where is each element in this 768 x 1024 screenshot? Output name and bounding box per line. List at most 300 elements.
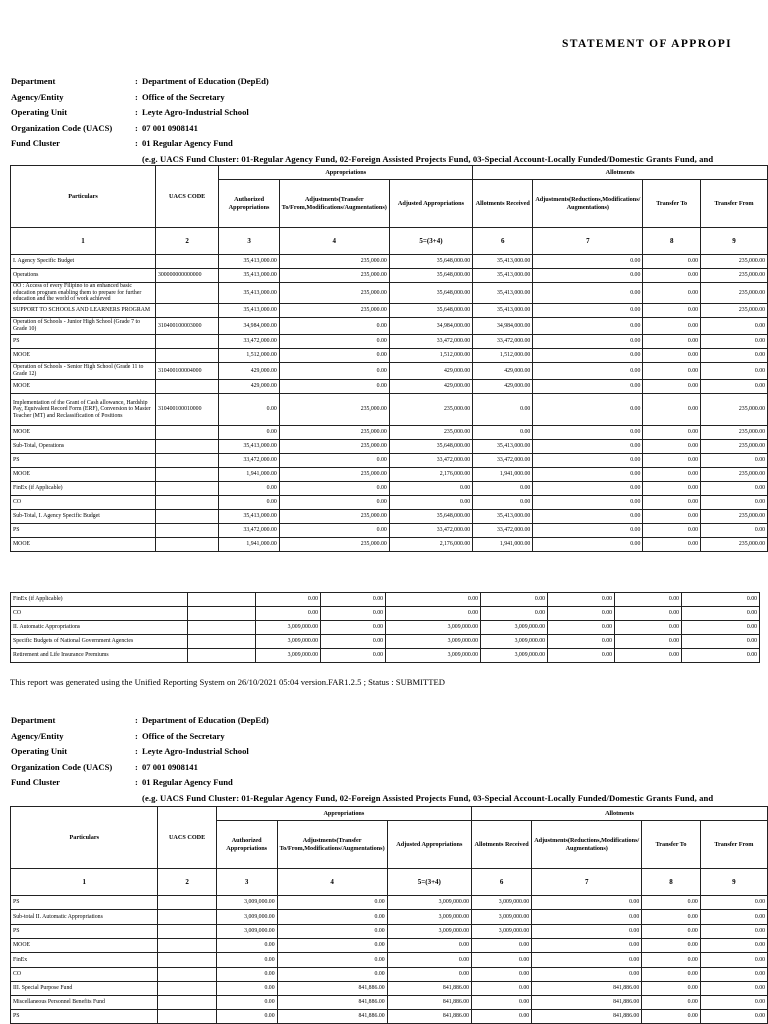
- cell-transfer-from: 235,000.00: [701, 510, 768, 524]
- cell-transfer-to: 0.00: [615, 607, 682, 621]
- col-group-allotments: Allotments: [473, 166, 768, 180]
- cell-allotments-received: 0.00: [472, 939, 532, 953]
- cell-particulars: MOOE: [11, 349, 156, 363]
- cell-adjustments: 235,000.00: [279, 304, 389, 318]
- cell-adjusted: 0.00: [387, 968, 471, 982]
- table-row: [11, 349, 768, 363]
- col-number-3: 3: [216, 869, 277, 896]
- cell-authorized: 0.00: [216, 939, 277, 953]
- value-fund-cluster: 01 Regular Agency Fund: [142, 777, 233, 787]
- cell-allotments-received: 0.00: [473, 394, 533, 426]
- cell-authorized: 35,413,000.00: [219, 304, 279, 318]
- cell-allotments-received: 0.00: [481, 593, 548, 607]
- cell-adjustments: 0.00: [277, 896, 387, 910]
- cell-transfer-to: 0.00: [643, 538, 701, 552]
- value-org-code: 07 001 0908141: [142, 761, 198, 772]
- cell-adjusted: 3,009,000.00: [387, 910, 471, 925]
- cell-adjusted: 3,009,000.00: [387, 925, 471, 939]
- cell-allotments-received: 1,941,000.00: [473, 468, 533, 482]
- cell-allotments-received: 0.00: [473, 426, 533, 440]
- cell-uacs: [155, 496, 218, 510]
- cell-transfer-to: 0.00: [642, 939, 701, 953]
- cell-uacs: [155, 426, 218, 440]
- cell-allotments-received: 1,941,000.00: [473, 538, 533, 552]
- cell-adjusted: 0.00: [387, 953, 471, 968]
- col-header-adjusted: Adjusted Appropriations: [389, 180, 472, 228]
- cell-uacs: [155, 538, 218, 552]
- cell-transfer-from: 0.00: [700, 982, 767, 996]
- col-header-transfer-from: Transfer From: [700, 821, 767, 869]
- cell-uacs: [158, 925, 216, 939]
- col-number-1: 1: [11, 869, 158, 896]
- col-number-4: 4: [279, 228, 389, 255]
- cell-adjusted: 34,984,000.00: [389, 318, 472, 335]
- cell-particulars: MOOE: [11, 939, 158, 953]
- cell-allotments-received: 3,009,000.00: [481, 649, 548, 663]
- cell-adjustments: 0.00: [279, 380, 389, 394]
- cell-authorized: 0.00: [216, 953, 277, 968]
- cell-authorized: 0.00: [219, 482, 279, 496]
- cell-uacs: [155, 440, 218, 454]
- cell-transfer-to: 0.00: [615, 649, 682, 663]
- cell-transfer-to: 0.00: [643, 318, 701, 335]
- cell-adjusted: 35,648,000.00: [389, 283, 472, 304]
- cell-transfer-to: 0.00: [643, 335, 701, 349]
- cell-adjustments: 841,886.00: [277, 1010, 387, 1024]
- cell-allotments-received: 33,472,000.00: [473, 524, 533, 538]
- cell-adjustments-allotments: 0.00: [533, 524, 643, 538]
- cell-adjustments-allotments: 0.00: [533, 394, 643, 426]
- cell-particulars: Miscellaneous Personnel Benefits Fund: [11, 996, 158, 1010]
- cell-allotments-received: 35,413,000.00: [473, 510, 533, 524]
- cell-allotments-received: 33,472,000.00: [473, 454, 533, 468]
- cell-transfer-from: 0.00: [700, 910, 767, 925]
- cell-transfer-to: 0.00: [642, 896, 701, 910]
- table-row: [11, 538, 768, 552]
- cell-adjusted: 235,000.00: [389, 426, 472, 440]
- col-header-transfer-to: Transfer To: [642, 821, 701, 869]
- cell-transfer-from: 0.00: [700, 996, 767, 1010]
- cell-transfer-from: 0.00: [682, 635, 760, 649]
- cell-authorized: 0.00: [219, 394, 279, 426]
- label-org-code: Organization Code (UACS): [11, 761, 113, 772]
- col-number-1: 1: [11, 228, 156, 255]
- cell-transfer-to: 0.00: [643, 510, 701, 524]
- cell-adjustments-allotments: 0.00: [533, 318, 643, 335]
- cell-adjustments-allotments: 0.00: [533, 538, 643, 552]
- col-header-transfer-to: Transfer To: [643, 180, 701, 228]
- appropriations-table: [10, 165, 768, 552]
- col-number-9: 9: [700, 869, 767, 896]
- table-row: [11, 380, 768, 394]
- cell-uacs: [188, 635, 256, 649]
- table-row: [11, 510, 768, 524]
- cell-transfer-to: 0.00: [643, 524, 701, 538]
- cell-adjusted: 0.00: [386, 607, 481, 621]
- cell-adjusted: 35,648,000.00: [389, 510, 472, 524]
- cell-uacs: [155, 380, 218, 394]
- cell-particulars: Operation of Schools - Senior High School (Grade 11 to Grade 12): [11, 363, 156, 380]
- cell-adjusted: 3,009,000.00: [386, 621, 481, 635]
- cell-authorized: 33,472,000.00: [219, 335, 279, 349]
- value-org-code: 07 001 0908141: [142, 122, 198, 133]
- cell-allotments-received: 35,413,000.00: [473, 283, 533, 304]
- cell-transfer-to: 0.00: [615, 621, 682, 635]
- cell-adjusted: 3,009,000.00: [386, 649, 481, 663]
- col-number-5: 5=(3+4): [387, 869, 471, 896]
- cell-adjusted: 35,648,000.00: [389, 440, 472, 454]
- cell-authorized: 34,984,000.00: [219, 318, 279, 335]
- cell-adjustments-allotments: 0.00: [548, 621, 615, 635]
- cell-transfer-from: 0.00: [700, 925, 767, 939]
- cell-particulars: Sub-Total, Operations: [11, 440, 156, 454]
- cell-adjustments: 0.00: [279, 454, 389, 468]
- col-number-8: 8: [642, 869, 701, 896]
- cell-particulars: MOOE: [11, 380, 156, 394]
- cell-transfer-from: 0.00: [700, 939, 767, 953]
- table-row: [11, 635, 760, 649]
- cell-adjustments-allotments: 841,886.00: [532, 996, 642, 1010]
- cell-allotments-received: 0.00: [472, 982, 532, 996]
- cell-adjusted: 33,472,000.00: [389, 335, 472, 349]
- cell-adjusted: 0.00: [386, 593, 481, 607]
- cell-transfer-from: 0.00: [701, 349, 768, 363]
- cell-adjustments-allotments: 0.00: [533, 482, 643, 496]
- cell-particulars: PS: [11, 925, 158, 939]
- table-row: [11, 649, 760, 663]
- cell-adjustments-allotments: 0.00: [533, 349, 643, 363]
- cell-transfer-from: 0.00: [700, 1010, 767, 1024]
- cell-uacs: [155, 335, 218, 349]
- cell-transfer-from: 235,000.00: [701, 304, 768, 318]
- cell-adjustments: 0.00: [279, 318, 389, 335]
- cell-allotments-received: 35,413,000.00: [473, 304, 533, 318]
- cell-transfer-from: 0.00: [701, 363, 768, 380]
- col-number-8: 8: [643, 228, 701, 255]
- cell-allotments-received: 3,009,000.00: [472, 925, 532, 939]
- table-row: [11, 318, 768, 335]
- cell-particulars: I. Agency Specific Budget: [11, 255, 156, 269]
- appropriations-table-continued: [10, 592, 760, 663]
- col-header-adjustments-allotments: Adjustments(Reductions,Modifications/ Augmentations): [533, 180, 643, 228]
- cell-allotments-received: 3,009,000.00: [481, 621, 548, 635]
- cell-particulars: Operations: [11, 269, 156, 283]
- fund-cluster-note: (e.g. UACS Fund Cluster: 01-Regular Agency Fund, 02-Foreign Assisted Projects Fund, 03-Special Account-Locally Funded/Domestic Grants Fund, and: [142, 153, 714, 164]
- cell-particulars: OO : Access of every Filipino to an enhanced basic education program enabling them to prepare for further education and the world of work achieved: [11, 283, 156, 304]
- cell-uacs: [188, 607, 256, 621]
- cell-adjusted: 429,000.00: [389, 363, 472, 380]
- cell-adjustments: 0.00: [277, 925, 387, 939]
- cell-adjustments-allotments: 0.00: [533, 269, 643, 283]
- label-department: Department: [11, 76, 56, 86]
- cell-adjustments: 235,000.00: [279, 468, 389, 482]
- value-fund-cluster: 01 Regular Agency Fund: [142, 138, 233, 148]
- cell-transfer-to: 0.00: [642, 968, 701, 982]
- cell-transfer-to: 0.00: [643, 349, 701, 363]
- cell-adjustments: 0.00: [279, 524, 389, 538]
- col-number-6: 6: [473, 228, 533, 255]
- cell-authorized: 3,009,000.00: [256, 649, 321, 663]
- table-row: [11, 269, 768, 283]
- cell-allotments-received: 3,009,000.00: [481, 635, 548, 649]
- cell-uacs: [158, 996, 216, 1010]
- cell-authorized: 3,009,000.00: [216, 925, 277, 939]
- cell-uacs: [155, 255, 218, 269]
- cell-transfer-to: 0.00: [642, 953, 701, 968]
- cell-adjusted: 0.00: [389, 496, 472, 510]
- cell-authorized: 0.00: [256, 607, 321, 621]
- cell-adjustments: 0.00: [321, 607, 386, 621]
- cell-allotments-received: 0.00: [473, 496, 533, 510]
- cell-authorized: 0.00: [216, 982, 277, 996]
- table-row: [11, 454, 768, 468]
- cell-transfer-from: 0.00: [701, 524, 768, 538]
- cell-uacs: [158, 939, 216, 953]
- appropriations-table-page2: [10, 806, 768, 1024]
- cell-adjustments-allotments: 0.00: [533, 454, 643, 468]
- cell-allotments-received: 34,984,000.00: [473, 318, 533, 335]
- cell-adjustments: 235,000.00: [279, 269, 389, 283]
- cell-adjustments-allotments: 0.00: [533, 380, 643, 394]
- table-row: [11, 593, 760, 607]
- label-fund-cluster: Fund Cluster: [11, 138, 60, 148]
- cell-allotments-received: 1,512,000.00: [473, 349, 533, 363]
- cell-uacs: [155, 283, 218, 304]
- cell-allotments-received: 0.00: [472, 1010, 532, 1024]
- cell-particulars: Sub-total II. Automatic Appropriations: [11, 910, 158, 925]
- cell-adjustments-allotments: 841,886.00: [532, 1010, 642, 1024]
- cell-adjustments-allotments: 0.00: [533, 304, 643, 318]
- cell-authorized: 35,413,000.00: [219, 440, 279, 454]
- cell-adjustments-allotments: 0.00: [533, 426, 643, 440]
- cell-particulars: FinEx: [11, 953, 158, 968]
- col-header-uacs: UACS CODE: [158, 807, 216, 869]
- cell-adjustments: 0.00: [279, 335, 389, 349]
- cell-authorized: 35,413,000.00: [219, 510, 279, 524]
- cell-particulars: MOOE: [11, 468, 156, 482]
- cell-adjustments: 0.00: [277, 968, 387, 982]
- col-header-adjustments: Adjustments(Transfer To/From,Modifications/Augmentations): [279, 180, 389, 228]
- cell-adjustments-allotments: 841,886.00: [532, 982, 642, 996]
- cell-uacs: 310400100004000: [155, 363, 218, 380]
- label-department: Department: [11, 715, 56, 725]
- cell-uacs: [158, 1010, 216, 1024]
- cell-authorized: 3,009,000.00: [256, 635, 321, 649]
- cell-adjusted: 33,472,000.00: [389, 524, 472, 538]
- cell-transfer-to: 0.00: [642, 925, 701, 939]
- col-number-4: 4: [277, 869, 387, 896]
- cell-particulars: PS: [11, 335, 156, 349]
- cell-uacs: 310400100003000: [155, 318, 218, 335]
- cell-transfer-to: 0.00: [643, 283, 701, 304]
- cell-adjusted: 841,886.00: [387, 982, 471, 996]
- cell-transfer-from: 235,000.00: [701, 468, 768, 482]
- cell-transfer-from: 235,000.00: [701, 426, 768, 440]
- col-group-appropriations: Appropriations: [216, 807, 471, 821]
- table-row: [11, 939, 768, 953]
- cell-adjustments: 235,000.00: [279, 283, 389, 304]
- cell-authorized: 3,009,000.00: [216, 896, 277, 910]
- cell-uacs: 300000000000000: [155, 269, 218, 283]
- cell-transfer-from: 0.00: [701, 380, 768, 394]
- cell-adjustments: 0.00: [321, 635, 386, 649]
- cell-adjusted: 0.00: [387, 939, 471, 953]
- table-row: [11, 996, 768, 1010]
- cell-transfer-to: 0.00: [642, 910, 701, 925]
- cell-adjustments: 235,000.00: [279, 440, 389, 454]
- cell-uacs: [155, 510, 218, 524]
- cell-adjusted: 35,648,000.00: [389, 269, 472, 283]
- table-row: [11, 482, 768, 496]
- cell-adjustments-allotments: 0.00: [533, 255, 643, 269]
- cell-transfer-from: 0.00: [700, 953, 767, 968]
- cell-adjustments-allotments: 0.00: [532, 939, 642, 953]
- cell-adjustments: 0.00: [321, 649, 386, 663]
- cell-particulars: Operation of Schools - Junior High School (Grade 7 to Grade 10): [11, 318, 156, 335]
- cell-transfer-from: 235,000.00: [701, 538, 768, 552]
- cell-transfer-from: 235,000.00: [701, 394, 768, 426]
- col-number-9: 9: [701, 228, 768, 255]
- table-row: [11, 607, 760, 621]
- col-header-adjustments: Adjustments(Transfer To/From,Modifications/Augmentations): [277, 821, 387, 869]
- cell-transfer-to: 0.00: [643, 304, 701, 318]
- cell-transfer-to: 0.00: [643, 468, 701, 482]
- cell-authorized: 3,009,000.00: [256, 621, 321, 635]
- cell-adjustments: 235,000.00: [279, 510, 389, 524]
- report-title: STATEMENT OF APPROPI: [562, 38, 733, 50]
- cell-uacs: [158, 896, 216, 910]
- report-header-page2: Department : Department of Education (DepEd) Agency/Entity : Office of the Secretary Operating Unit : Leyte Agro-Industrial School Organization Code (UACS) : 07 001 0908141 Fund Cluster : 01 Regular Agency Fund (e.g. UACS Fund Cluster: 01-Regular Agency Fund, 02-Foreign Assisted Projects Fund, 03-Special Account-Locally Funded/Domestic Grants Fund, and: [11, 715, 714, 803]
- cell-particulars: CO: [11, 607, 188, 621]
- cell-adjusted: 3,009,000.00: [386, 635, 481, 649]
- table-row: [11, 925, 768, 939]
- cell-allotments-received: 0.00: [481, 607, 548, 621]
- table-row: [11, 440, 768, 454]
- cell-adjustments-allotments: 0.00: [532, 953, 642, 968]
- col-number-7: 7: [533, 228, 643, 255]
- cell-adjustments: 841,886.00: [277, 996, 387, 1010]
- cell-adjustments-allotments: 0.00: [548, 635, 615, 649]
- cell-particulars: II. Automatic Appropriations: [11, 621, 188, 635]
- label-operating-unit: Operating Unit: [11, 746, 68, 756]
- cell-adjustments: 0.00: [279, 363, 389, 380]
- table-row: [11, 255, 768, 269]
- cell-allotments-received: 429,000.00: [473, 363, 533, 380]
- cell-transfer-to: 0.00: [643, 394, 701, 426]
- cell-particulars: CO: [11, 496, 156, 510]
- table-row: [11, 621, 760, 635]
- cell-uacs: [158, 968, 216, 982]
- col-group-allotments: Allotments: [472, 807, 768, 821]
- table-row: [11, 1010, 768, 1024]
- table-row: [11, 968, 768, 982]
- table-row: [11, 982, 768, 996]
- cell-adjustments: 841,886.00: [277, 982, 387, 996]
- cell-transfer-from: 0.00: [682, 593, 760, 607]
- cell-adjusted: 2,176,000.00: [389, 538, 472, 552]
- cell-transfer-to: 0.00: [643, 440, 701, 454]
- table-row: [11, 896, 768, 910]
- cell-uacs: [155, 468, 218, 482]
- cell-adjustments: 235,000.00: [279, 394, 389, 426]
- cell-transfer-to: 0.00: [643, 482, 701, 496]
- cell-transfer-from: 0.00: [701, 335, 768, 349]
- label-fund-cluster: Fund Cluster: [11, 777, 60, 787]
- cell-transfer-from: 0.00: [701, 482, 768, 496]
- cell-particulars: III. Special Purpose Fund: [11, 982, 158, 996]
- cell-adjustments: 0.00: [279, 349, 389, 363]
- cell-uacs: 310400100010000: [155, 394, 218, 426]
- col-header-transfer-from: Transfer From: [701, 180, 768, 228]
- table-row: [11, 304, 768, 318]
- cell-authorized: 35,413,000.00: [219, 269, 279, 283]
- cell-transfer-to: 0.00: [615, 635, 682, 649]
- cell-adjustments-allotments: 0.00: [548, 649, 615, 663]
- cell-uacs: [188, 621, 256, 635]
- cell-allotments-received: 0.00: [473, 482, 533, 496]
- cell-adjusted: 841,886.00: [387, 1010, 471, 1024]
- cell-particulars: Sub-Total, I. Agency Specific Budget: [11, 510, 156, 524]
- cell-adjusted: 35,648,000.00: [389, 255, 472, 269]
- cell-adjustments-allotments: 0.00: [533, 468, 643, 482]
- cell-transfer-to: 0.00: [642, 996, 701, 1010]
- cell-uacs: [155, 524, 218, 538]
- cell-particulars: PS: [11, 896, 158, 910]
- cell-adjustments-allotments: 0.00: [533, 363, 643, 380]
- cell-adjustments-allotments: 0.00: [533, 496, 643, 510]
- cell-transfer-to: 0.00: [642, 982, 701, 996]
- cell-uacs: [155, 304, 218, 318]
- cell-transfer-to: 0.00: [643, 269, 701, 283]
- col-group-appropriations: Appropriations: [219, 166, 473, 180]
- col-header-adjusted: Adjusted Appropriations: [387, 821, 471, 869]
- value-operating-unit: Leyte Agro-Industrial School: [142, 746, 249, 756]
- cell-particulars: SUPPORT TO SCHOOLS AND LEARNERS PROGRAM: [11, 304, 156, 318]
- cell-uacs: [158, 953, 216, 968]
- cell-adjustments-allotments: 0.00: [532, 968, 642, 982]
- cell-authorized: 1,941,000.00: [219, 538, 279, 552]
- table-row: [11, 335, 768, 349]
- label-agency: Agency/Entity: [11, 730, 64, 741]
- cell-transfer-from: 0.00: [682, 621, 760, 635]
- col-header-uacs: UACS CODE: [155, 166, 218, 228]
- table-row: [11, 426, 768, 440]
- col-header-particulars: Particulars: [11, 807, 158, 869]
- cell-transfer-from: 0.00: [682, 607, 760, 621]
- cell-adjustments: 235,000.00: [279, 426, 389, 440]
- col-header-adjustments-allotments: Adjustments(Reductions,Modifications/ Augmentations): [532, 821, 642, 869]
- cell-authorized: 0.00: [216, 1010, 277, 1024]
- col-header-authorized: Authorized Appropriations: [219, 180, 279, 228]
- col-header-allotments-received: Allotments Received: [472, 821, 532, 869]
- cell-allotments-received: 0.00: [472, 968, 532, 982]
- report-header: Department : Department of Education (DepEd) Agency/Entity : Office of the Secretary Operating Unit : Leyte Agro-Industrial School Organization Code (UACS) : 07 001 0908141 Fund Cluster : 01 Regular Agency Fund (e.g. UACS Fund Cluster: 01-Regular Agency Fund, 02-Foreign Assisted Projects Fund, 03-Special Account-Locally Funded/Domestic Grants Fund, and: [11, 76, 714, 164]
- cell-allotments-received: 429,000.00: [473, 380, 533, 394]
- report-footnote: This report was generated using the Unified Reporting System on 26/10/2021 05:04 version.FAR1.2.5 ; Status : SUBMITTED: [10, 677, 445, 687]
- cell-authorized: 429,000.00: [219, 363, 279, 380]
- cell-transfer-from: 0.00: [700, 968, 767, 982]
- col-number-3: 3: [219, 228, 279, 255]
- cell-authorized: 3,009,000.00: [216, 910, 277, 925]
- value-department: Department of Education (DepEd): [142, 76, 269, 86]
- table-row: [11, 394, 768, 426]
- cell-adjustments: 0.00: [279, 482, 389, 496]
- cell-adjusted: 35,648,000.00: [389, 304, 472, 318]
- cell-adjustments: 0.00: [279, 496, 389, 510]
- cell-transfer-from: 0.00: [701, 318, 768, 335]
- cell-authorized: 0.00: [219, 426, 279, 440]
- label-operating-unit: Operating Unit: [11, 107, 68, 117]
